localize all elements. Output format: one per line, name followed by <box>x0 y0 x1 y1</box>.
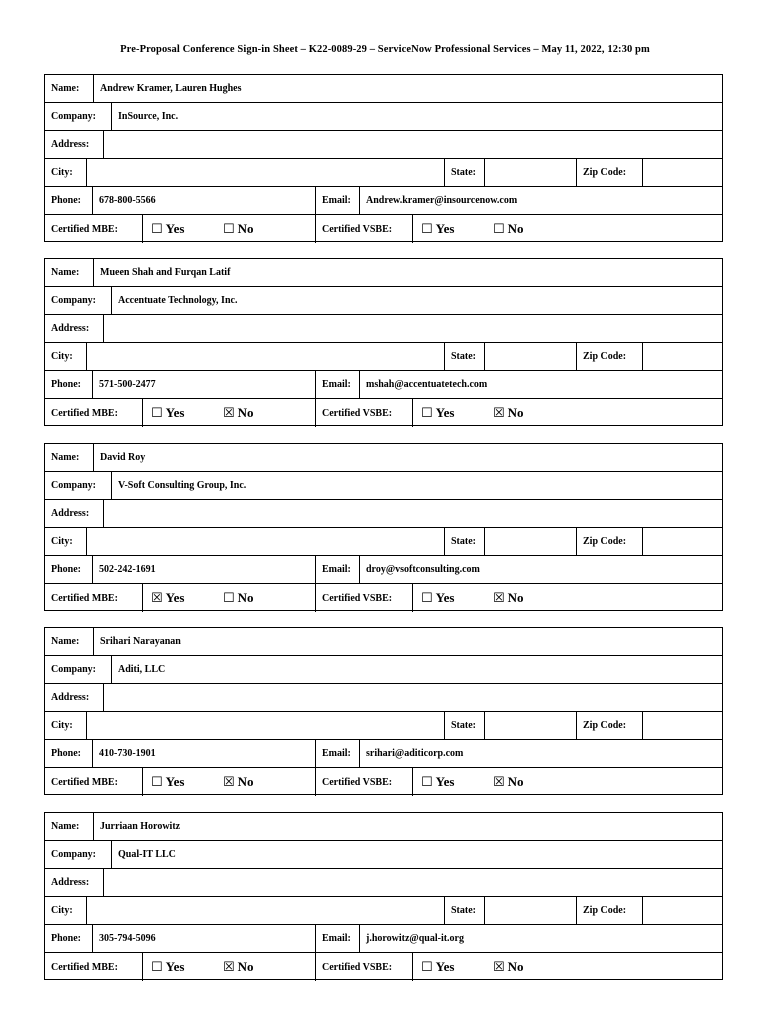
address-row <box>45 315 722 343</box>
name-value[interactable]: Mueen Shah and Furqan Latif <box>93 259 722 286</box>
company-value[interactable]: InSource, Inc. <box>111 103 722 130</box>
city-value[interactable] <box>86 712 444 739</box>
vsbe-no-checkbox[interactable]: ☒ <box>493 405 505 421</box>
address-label: Address: <box>51 323 90 334</box>
page-title: Pre-Proposal Conference Sign-in Sheet – K22-0089-29 – ServiceNow Professional Services – May 11, 2022, 12:30 pm <box>120 44 650 55</box>
mbe-yes-label: Yes <box>165 590 185 605</box>
zip-label: Zip Code: <box>576 159 642 186</box>
state-label: State: <box>444 897 484 924</box>
city-label: City: <box>51 905 73 916</box>
mbe-yes-checkbox[interactable]: ☒ <box>151 590 163 606</box>
vsbe-no-option[interactable] <box>493 590 524 606</box>
company-value[interactable]: Aditi, LLC <box>111 656 722 683</box>
address-label: Address: <box>51 139 90 150</box>
address-value[interactable] <box>103 500 722 527</box>
mbe-no-checkbox[interactable]: ☒ <box>223 959 235 975</box>
name-row <box>45 444 722 472</box>
company-label: Company: <box>51 849 97 860</box>
zip-value[interactable] <box>642 712 722 739</box>
email-label: Email: <box>315 740 359 767</box>
mbe-yes-option[interactable] <box>151 221 223 237</box>
phone-label: Phone: <box>51 564 81 575</box>
address-value[interactable] <box>103 684 722 711</box>
contact-row <box>45 740 722 768</box>
state-label: State: <box>444 528 484 555</box>
vsbe-label: Certified VSBE: <box>315 399 412 427</box>
mbe-no-label: No <box>237 959 254 974</box>
vsbe-yes-checkbox[interactable]: ☐ <box>421 590 433 606</box>
email-value[interactable]: srihari@aditicorp.com <box>359 740 722 767</box>
email-value[interactable]: droy@vsoftconsulting.com <box>359 556 722 583</box>
address-value[interactable] <box>103 315 722 342</box>
vsbe-yes-checkbox[interactable]: ☐ <box>421 405 433 421</box>
contact-row <box>45 371 722 399</box>
state-label: State: <box>444 712 484 739</box>
sign-in-record <box>44 258 723 426</box>
mbe-label: Certified MBE: <box>51 407 118 419</box>
zip-label: Zip Code: <box>576 528 642 555</box>
city-row <box>45 528 722 556</box>
mbe-no-option[interactable] <box>223 959 254 975</box>
vsbe-no-label: No <box>507 590 524 605</box>
email-label: Email: <box>315 187 359 214</box>
company-value[interactable]: Qual-IT LLC <box>111 841 722 868</box>
name-label: Name: <box>51 821 80 832</box>
vsbe-options <box>412 768 722 796</box>
mbe-yes-label: Yes <box>165 221 185 236</box>
address-row <box>45 131 722 159</box>
mbe-options <box>142 584 315 612</box>
vsbe-no-label: No <box>507 774 524 789</box>
mbe-no-checkbox[interactable]: ☐ <box>223 590 235 606</box>
vsbe-yes-option[interactable] <box>421 221 493 237</box>
mbe-no-label: No <box>237 774 254 789</box>
name-label: Name: <box>51 452 80 463</box>
zip-value[interactable] <box>642 528 722 555</box>
mbe-yes-option[interactable] <box>151 590 223 606</box>
address-row <box>45 869 722 897</box>
city-value[interactable] <box>86 528 444 555</box>
mbe-yes-option[interactable] <box>151 959 223 975</box>
zip-label: Zip Code: <box>576 897 642 924</box>
vsbe-yes-option[interactable] <box>421 959 493 975</box>
company-label: Company: <box>51 480 97 491</box>
mbe-label: Certified MBE: <box>51 776 118 788</box>
state-value[interactable] <box>484 159 576 186</box>
mbe-options <box>142 399 315 427</box>
company-row <box>45 841 722 869</box>
address-label: Address: <box>51 508 90 519</box>
name-label: Name: <box>51 636 80 647</box>
mbe-options <box>142 768 315 796</box>
sign-in-record <box>44 812 723 980</box>
vsbe-no-label: No <box>507 405 524 420</box>
mbe-no-checkbox[interactable]: ☒ <box>223 774 235 790</box>
company-label: Company: <box>51 295 97 306</box>
city-row <box>45 712 722 740</box>
city-label: City: <box>51 351 73 362</box>
vsbe-options <box>412 953 722 981</box>
vsbe-no-checkbox[interactable]: ☐ <box>493 221 505 237</box>
vsbe-yes-label: Yes <box>435 774 455 789</box>
mbe-yes-checkbox[interactable]: ☐ <box>151 959 163 975</box>
mbe-no-checkbox[interactable]: ☐ <box>223 221 235 237</box>
contact-row <box>45 556 722 584</box>
certification-row <box>45 953 722 981</box>
vsbe-no-checkbox[interactable]: ☒ <box>493 590 505 606</box>
name-label: Name: <box>51 83 80 94</box>
mbe-yes-label: Yes <box>165 959 185 974</box>
mbe-options <box>142 953 315 981</box>
company-row <box>45 287 722 315</box>
address-label: Address: <box>51 692 90 703</box>
vsbe-yes-checkbox[interactable]: ☐ <box>421 221 433 237</box>
mbe-yes-option[interactable] <box>151 405 223 421</box>
vsbe-yes-label: Yes <box>435 590 455 605</box>
mbe-no-option[interactable] <box>223 590 254 606</box>
name-value[interactable]: Jurriaan Horowitz <box>93 813 722 840</box>
vsbe-yes-checkbox[interactable]: ☐ <box>421 774 433 790</box>
certification-row <box>45 215 722 243</box>
vsbe-no-option[interactable] <box>493 221 524 237</box>
email-label: Email: <box>315 925 359 952</box>
email-value[interactable]: j.horowitz@qual-it.org <box>359 925 722 952</box>
certification-row <box>45 768 722 796</box>
state-value[interactable] <box>484 897 576 924</box>
vsbe-options <box>412 399 722 427</box>
vsbe-no-label: No <box>507 959 524 974</box>
name-value[interactable]: David Roy <box>93 444 722 471</box>
city-value[interactable] <box>86 897 444 924</box>
vsbe-yes-option[interactable] <box>421 590 493 606</box>
phone-label: Phone: <box>51 195 81 206</box>
name-label: Name: <box>51 267 80 278</box>
vsbe-yes-label: Yes <box>435 959 455 974</box>
zip-value[interactable] <box>642 897 722 924</box>
state-value[interactable] <box>484 712 576 739</box>
mbe-no-label: No <box>237 590 254 605</box>
state-value[interactable] <box>484 343 576 370</box>
email-label: Email: <box>315 556 359 583</box>
phone-value[interactable]: 502-242-1691 <box>92 556 315 583</box>
city-value[interactable] <box>86 159 444 186</box>
phone-value[interactable]: 305-794-5096 <box>92 925 315 952</box>
city-label: City: <box>51 536 73 547</box>
company-row <box>45 103 722 131</box>
mbe-no-option[interactable] <box>223 405 254 421</box>
email-label: Email: <box>315 371 359 398</box>
state-label: State: <box>444 343 484 370</box>
vsbe-no-label: No <box>507 221 524 236</box>
mbe-no-option[interactable] <box>223 221 254 237</box>
phone-value[interactable]: 571-500-2477 <box>92 371 315 398</box>
vsbe-no-option[interactable] <box>493 405 524 421</box>
vsbe-options <box>412 584 722 612</box>
name-row <box>45 259 722 287</box>
sign-in-record <box>44 627 723 795</box>
sign-in-record <box>44 74 723 242</box>
vsbe-label: Certified VSBE: <box>315 768 412 796</box>
mbe-yes-checkbox[interactable]: ☐ <box>151 405 163 421</box>
address-row <box>45 500 722 528</box>
email-value[interactable]: Andrew.kramer@insourcenow.com <box>359 187 722 214</box>
company-label: Company: <box>51 111 97 122</box>
name-value[interactable]: Andrew Kramer, Lauren Hughes <box>93 75 722 102</box>
mbe-no-option[interactable] <box>223 774 254 790</box>
city-label: City: <box>51 167 73 178</box>
city-label: City: <box>51 720 73 731</box>
phone-value[interactable]: 410-730-1901 <box>92 740 315 767</box>
zip-value[interactable] <box>642 159 722 186</box>
name-row <box>45 628 722 656</box>
mbe-options <box>142 215 315 243</box>
zip-label: Zip Code: <box>576 712 642 739</box>
vsbe-no-option[interactable] <box>493 774 524 790</box>
company-value[interactable]: Accentuate Technology, Inc. <box>111 287 722 314</box>
address-value[interactable] <box>103 869 722 896</box>
vsbe-options <box>412 215 722 243</box>
sign-in-record <box>44 443 723 611</box>
vsbe-yes-option[interactable] <box>421 774 493 790</box>
mbe-no-label: No <box>237 221 254 236</box>
certification-row <box>45 399 722 427</box>
city-row <box>45 897 722 925</box>
name-row <box>45 813 722 841</box>
phone-value[interactable]: 678-800-5566 <box>92 187 315 214</box>
city-row <box>45 159 722 187</box>
contact-row <box>45 925 722 953</box>
contact-row <box>45 187 722 215</box>
name-value[interactable]: Srihari Narayanan <box>93 628 722 655</box>
address-label: Address: <box>51 877 90 888</box>
vsbe-label: Certified VSBE: <box>315 215 412 243</box>
zip-value[interactable] <box>642 343 722 370</box>
company-label: Company: <box>51 664 97 675</box>
vsbe-no-option[interactable] <box>493 959 524 975</box>
name-row <box>45 75 722 103</box>
city-value[interactable] <box>86 343 444 370</box>
vsbe-yes-label: Yes <box>435 405 455 420</box>
company-row <box>45 472 722 500</box>
mbe-label: Certified MBE: <box>51 223 118 235</box>
vsbe-no-checkbox[interactable]: ☒ <box>493 959 505 975</box>
mbe-no-checkbox[interactable]: ☒ <box>223 405 235 421</box>
company-row <box>45 656 722 684</box>
mbe-label: Certified MBE: <box>51 961 118 973</box>
state-value[interactable] <box>484 528 576 555</box>
address-value[interactable] <box>103 131 722 158</box>
mbe-no-label: No <box>237 405 254 420</box>
email-value[interactable]: mshah@accentuatetech.com <box>359 371 722 398</box>
mbe-yes-checkbox[interactable]: ☐ <box>151 774 163 790</box>
vsbe-yes-option[interactable] <box>421 405 493 421</box>
vsbe-yes-label: Yes <box>435 221 455 236</box>
city-row <box>45 343 722 371</box>
mbe-yes-label: Yes <box>165 405 185 420</box>
address-row <box>45 684 722 712</box>
zip-label: Zip Code: <box>576 343 642 370</box>
mbe-yes-label: Yes <box>165 774 185 789</box>
mbe-label: Certified MBE: <box>51 592 118 604</box>
company-value[interactable]: V-Soft Consulting Group, Inc. <box>111 472 722 499</box>
vsbe-no-checkbox[interactable]: ☒ <box>493 774 505 790</box>
mbe-yes-option[interactable] <box>151 774 223 790</box>
vsbe-yes-checkbox[interactable]: ☐ <box>421 959 433 975</box>
certification-row <box>45 584 722 612</box>
state-label: State: <box>444 159 484 186</box>
vsbe-label: Certified VSBE: <box>315 584 412 612</box>
phone-label: Phone: <box>51 748 81 759</box>
phone-label: Phone: <box>51 933 81 944</box>
vsbe-label: Certified VSBE: <box>315 953 412 981</box>
phone-label: Phone: <box>51 379 81 390</box>
mbe-yes-checkbox[interactable]: ☐ <box>151 221 163 237</box>
